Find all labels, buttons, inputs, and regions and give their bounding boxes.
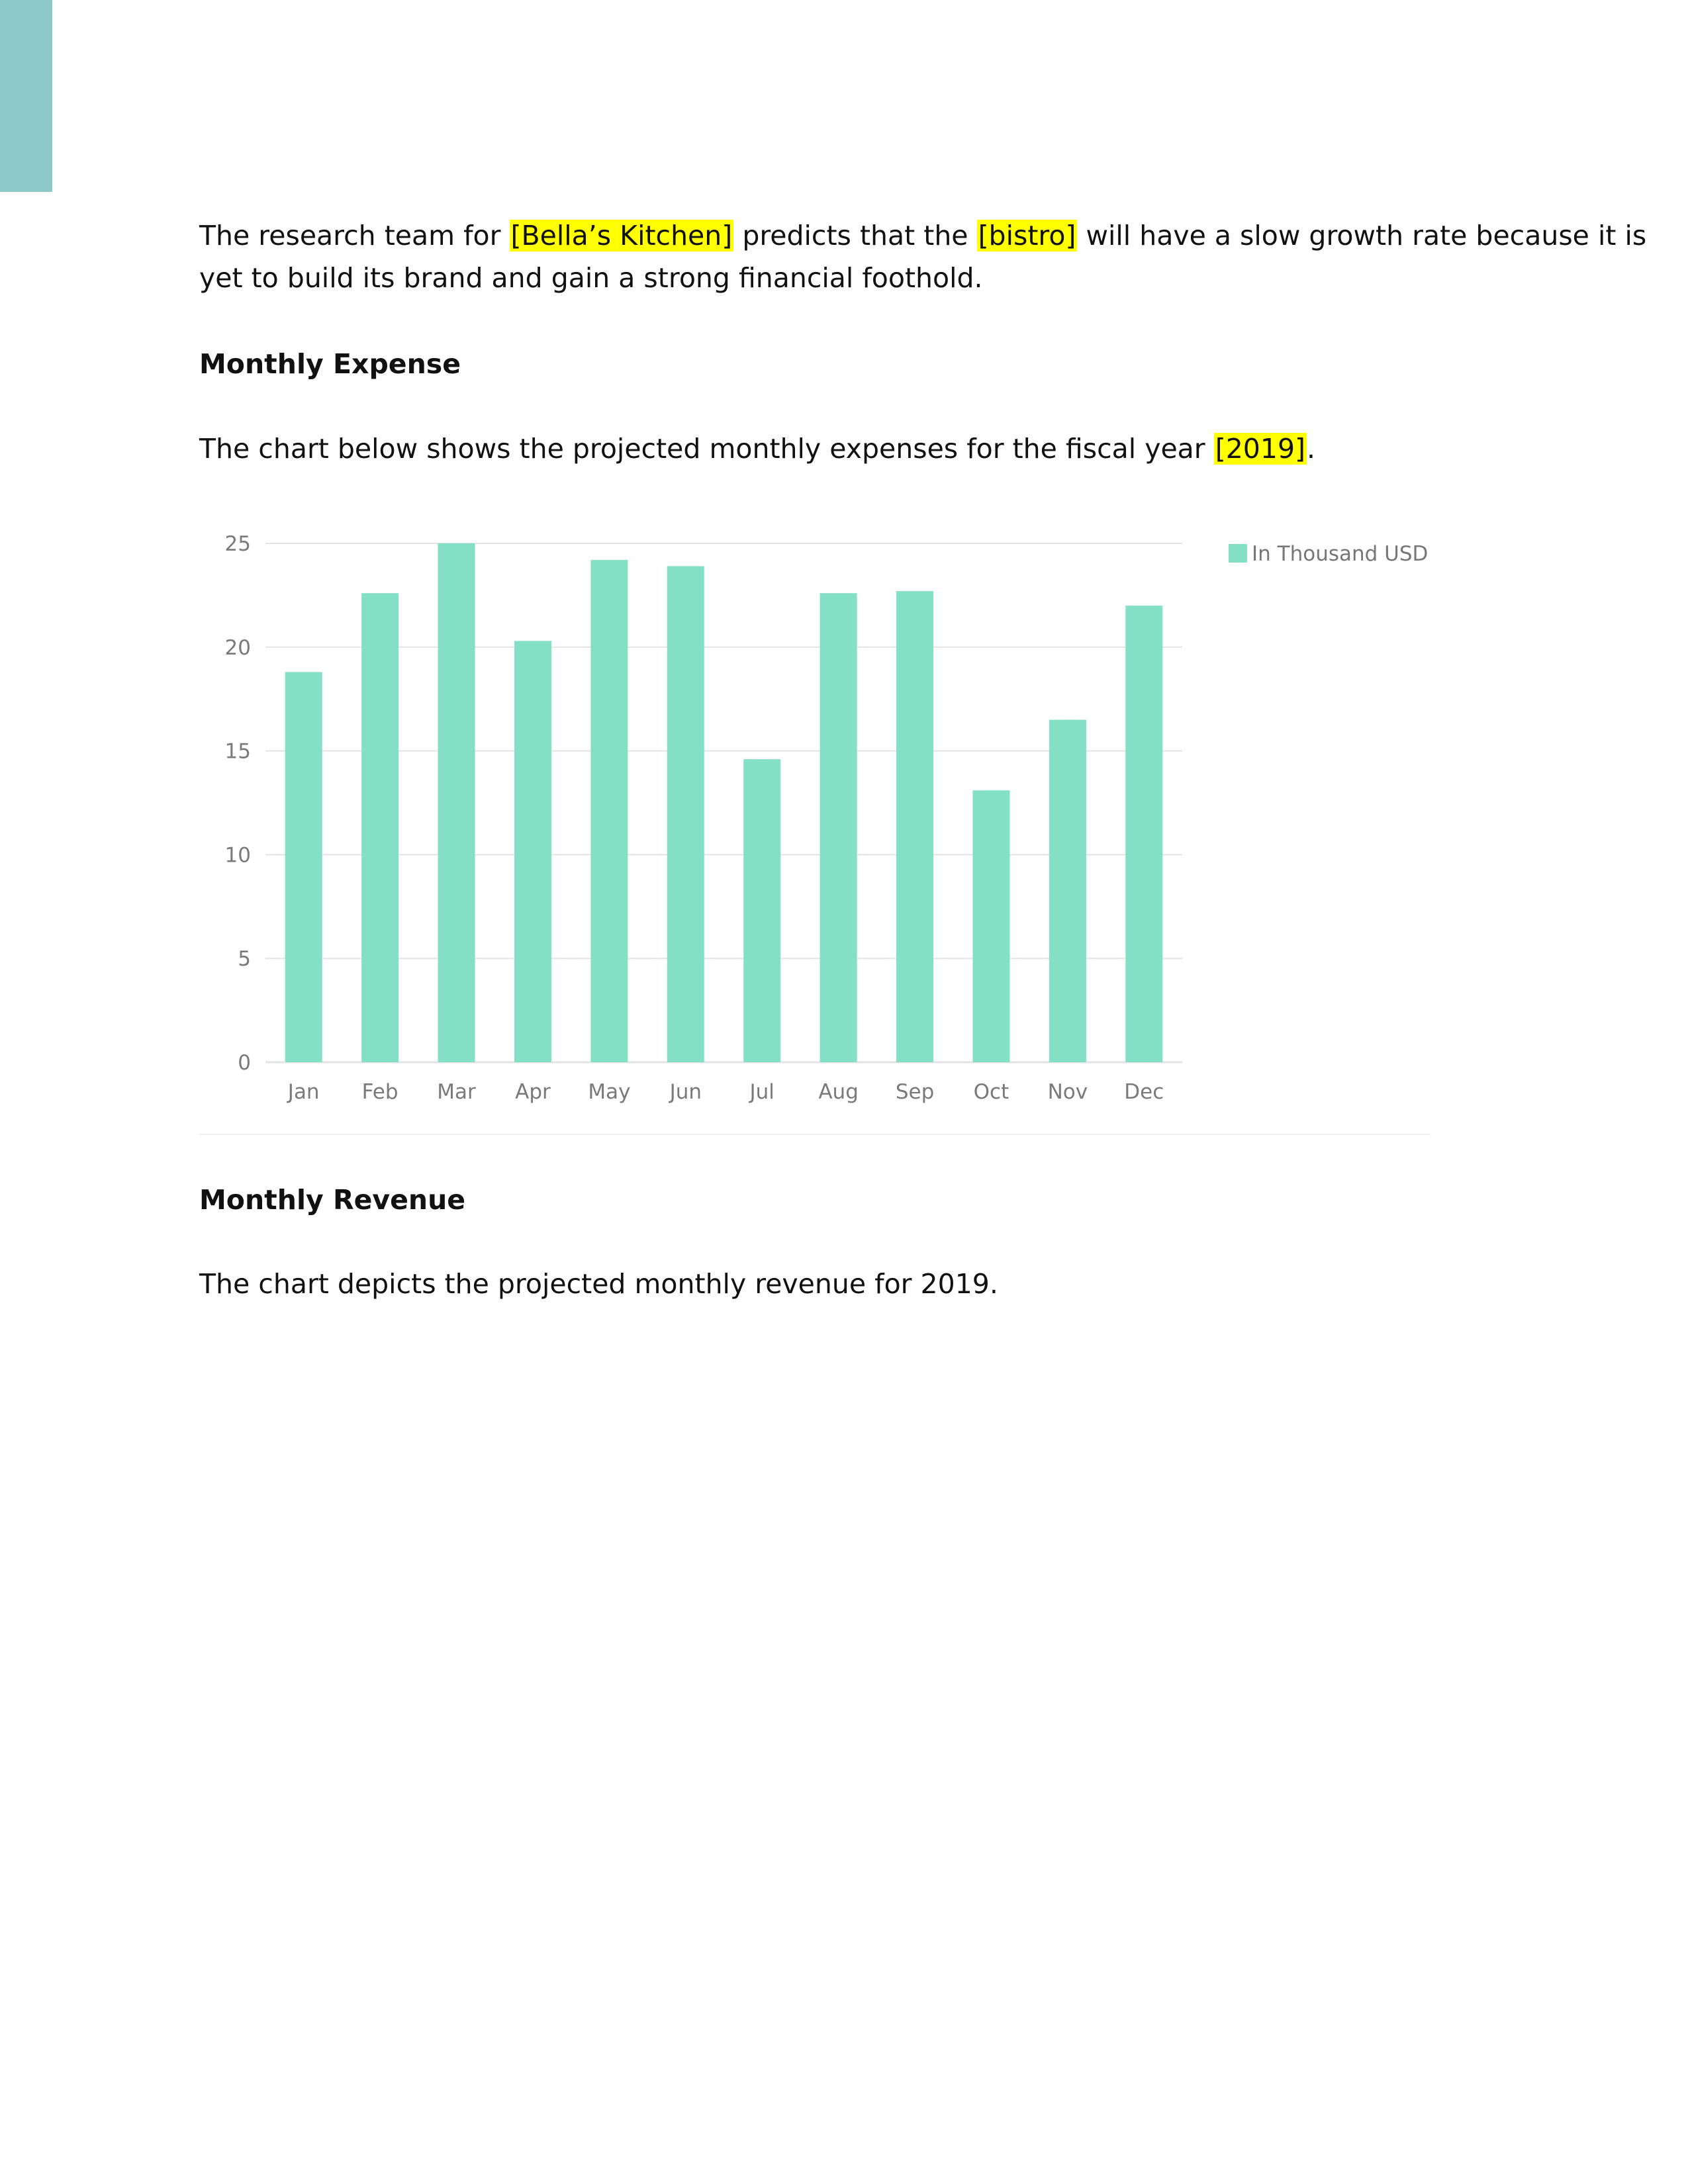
bar-feb bbox=[361, 593, 399, 1062]
bar-aug bbox=[820, 593, 857, 1062]
bar-jun bbox=[667, 566, 704, 1062]
intro-text-2: predicts that the bbox=[733, 220, 977, 251]
intro-text-3: will have a slow growth rate because it is bbox=[1077, 220, 1647, 251]
bar-oct bbox=[972, 790, 1009, 1062]
bar-jul bbox=[743, 759, 780, 1062]
business-type-placeholder: [bistro] bbox=[978, 220, 1076, 251]
expense-desc-text: The chart below shows the projected monthly expenses for the fiscal year bbox=[199, 433, 1214, 465]
legend-swatch bbox=[1229, 544, 1247, 563]
x-tick-label-apr: Apr bbox=[515, 1080, 551, 1104]
y-tick-label-0: 0 bbox=[238, 1051, 251, 1075]
bar-may bbox=[590, 560, 628, 1062]
x-tick-label-aug: Aug bbox=[818, 1080, 859, 1104]
x-tick-label-jul: Jul bbox=[749, 1080, 774, 1104]
expense-bar-chart-svg bbox=[199, 516, 1437, 1135]
expense-desc-period: . bbox=[1307, 433, 1316, 465]
legend-label: In Thousand USD bbox=[1252, 542, 1429, 566]
x-tick-label-feb: Feb bbox=[361, 1080, 399, 1104]
y-tick-label-5: 5 bbox=[238, 947, 251, 972]
y-tick-label-25: 25 bbox=[224, 532, 251, 556]
intro-text-line2: yet to build its brand and gain a strong financial foothold. bbox=[199, 262, 983, 294]
intro-paragraph bbox=[199, 214, 1646, 299]
x-tick-label-mar: Mar bbox=[437, 1080, 476, 1104]
expense-description bbox=[199, 428, 1315, 470]
company-name-placeholder: [Bella’s Kitchen] bbox=[510, 220, 733, 251]
monthly-revenue-heading: Monthly Revenue bbox=[199, 1184, 466, 1216]
revenue-description: The chart depicts the projected monthly revenue for 2019. bbox=[199, 1268, 998, 1300]
chart-divider bbox=[199, 1134, 1430, 1135]
bar-sep bbox=[896, 591, 933, 1062]
intro-text-1: The research team for bbox=[199, 220, 510, 251]
bar-jan bbox=[285, 672, 322, 1062]
monthly-expense-chart bbox=[199, 516, 1437, 1135]
monthly-expense-heading: Monthly Expense bbox=[199, 348, 461, 380]
y-tick-label-15: 15 bbox=[224, 739, 251, 764]
year-placeholder: [2019] bbox=[1215, 433, 1306, 465]
bar-mar bbox=[438, 543, 475, 1062]
x-tick-label-may: May bbox=[588, 1080, 631, 1104]
x-tick-label-nov: Nov bbox=[1047, 1080, 1088, 1104]
x-tick-label-jun: Jun bbox=[669, 1080, 702, 1104]
bar-apr bbox=[514, 641, 551, 1062]
bar-dec bbox=[1125, 606, 1162, 1062]
x-tick-label-oct: Oct bbox=[973, 1080, 1009, 1104]
y-tick-label-10: 10 bbox=[224, 843, 251, 868]
x-tick-label-dec: Dec bbox=[1124, 1080, 1164, 1104]
corner-accent-tab bbox=[0, 0, 52, 192]
y-tick-label-20: 20 bbox=[224, 635, 251, 660]
x-tick-label-jan: Jan bbox=[287, 1080, 320, 1104]
bar-nov bbox=[1049, 720, 1086, 1062]
x-tick-label-sep: Sep bbox=[895, 1080, 935, 1104]
